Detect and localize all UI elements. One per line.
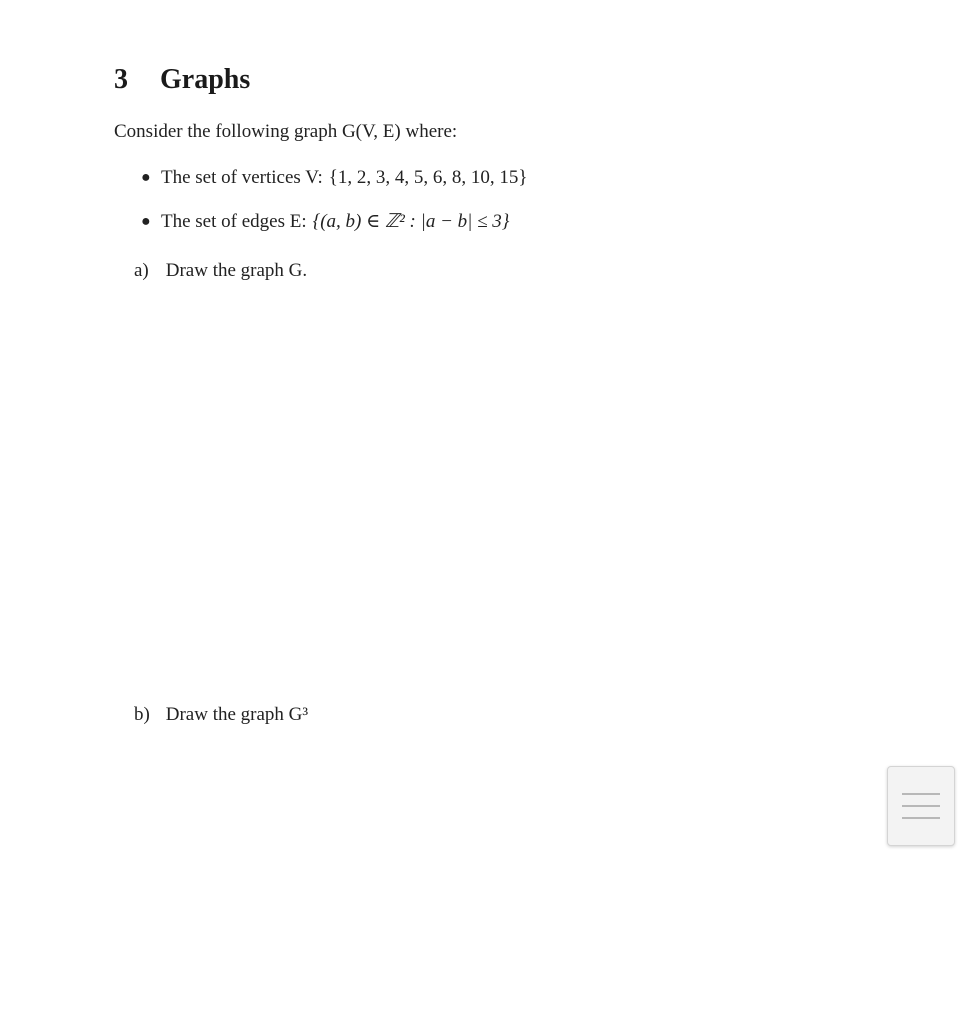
- list-item: [141, 210, 528, 254]
- part-b-text: Draw the graph G³: [165, 704, 309, 725]
- part-a-label: a): [134, 260, 149, 281]
- section-number: 3: [114, 64, 128, 95]
- part-a-text: Draw the graph G.: [165, 260, 308, 281]
- hamburger-menu-icon: [902, 805, 940, 807]
- hamburger-menu-icon: [902, 817, 940, 819]
- bullet-icon: ●: [141, 169, 151, 186]
- part-b-label: b): [134, 704, 150, 725]
- vertices-label: The set of vertices V:: [161, 167, 323, 188]
- bullet-icon: ●: [141, 213, 151, 230]
- hamburger-menu-icon: [902, 793, 940, 795]
- section-title: Graphs: [160, 64, 251, 95]
- menu-button[interactable]: [887, 766, 955, 846]
- edges-set: {(a, b) ∈ ℤ² : |a − b| ≤ 3}: [312, 211, 510, 232]
- vertices-set: {1, 2, 3, 4, 5, 6, 8, 10, 15}: [328, 167, 528, 188]
- question-part-b: [134, 704, 308, 726]
- section-heading: [114, 64, 250, 96]
- definition-list: [141, 166, 528, 254]
- intro-paragraph: Consider the following graph G(V, E) where:: [114, 121, 458, 142]
- question-part-a: [134, 260, 307, 282]
- edges-label: The set of edges E:: [161, 211, 307, 232]
- list-item: [141, 166, 528, 210]
